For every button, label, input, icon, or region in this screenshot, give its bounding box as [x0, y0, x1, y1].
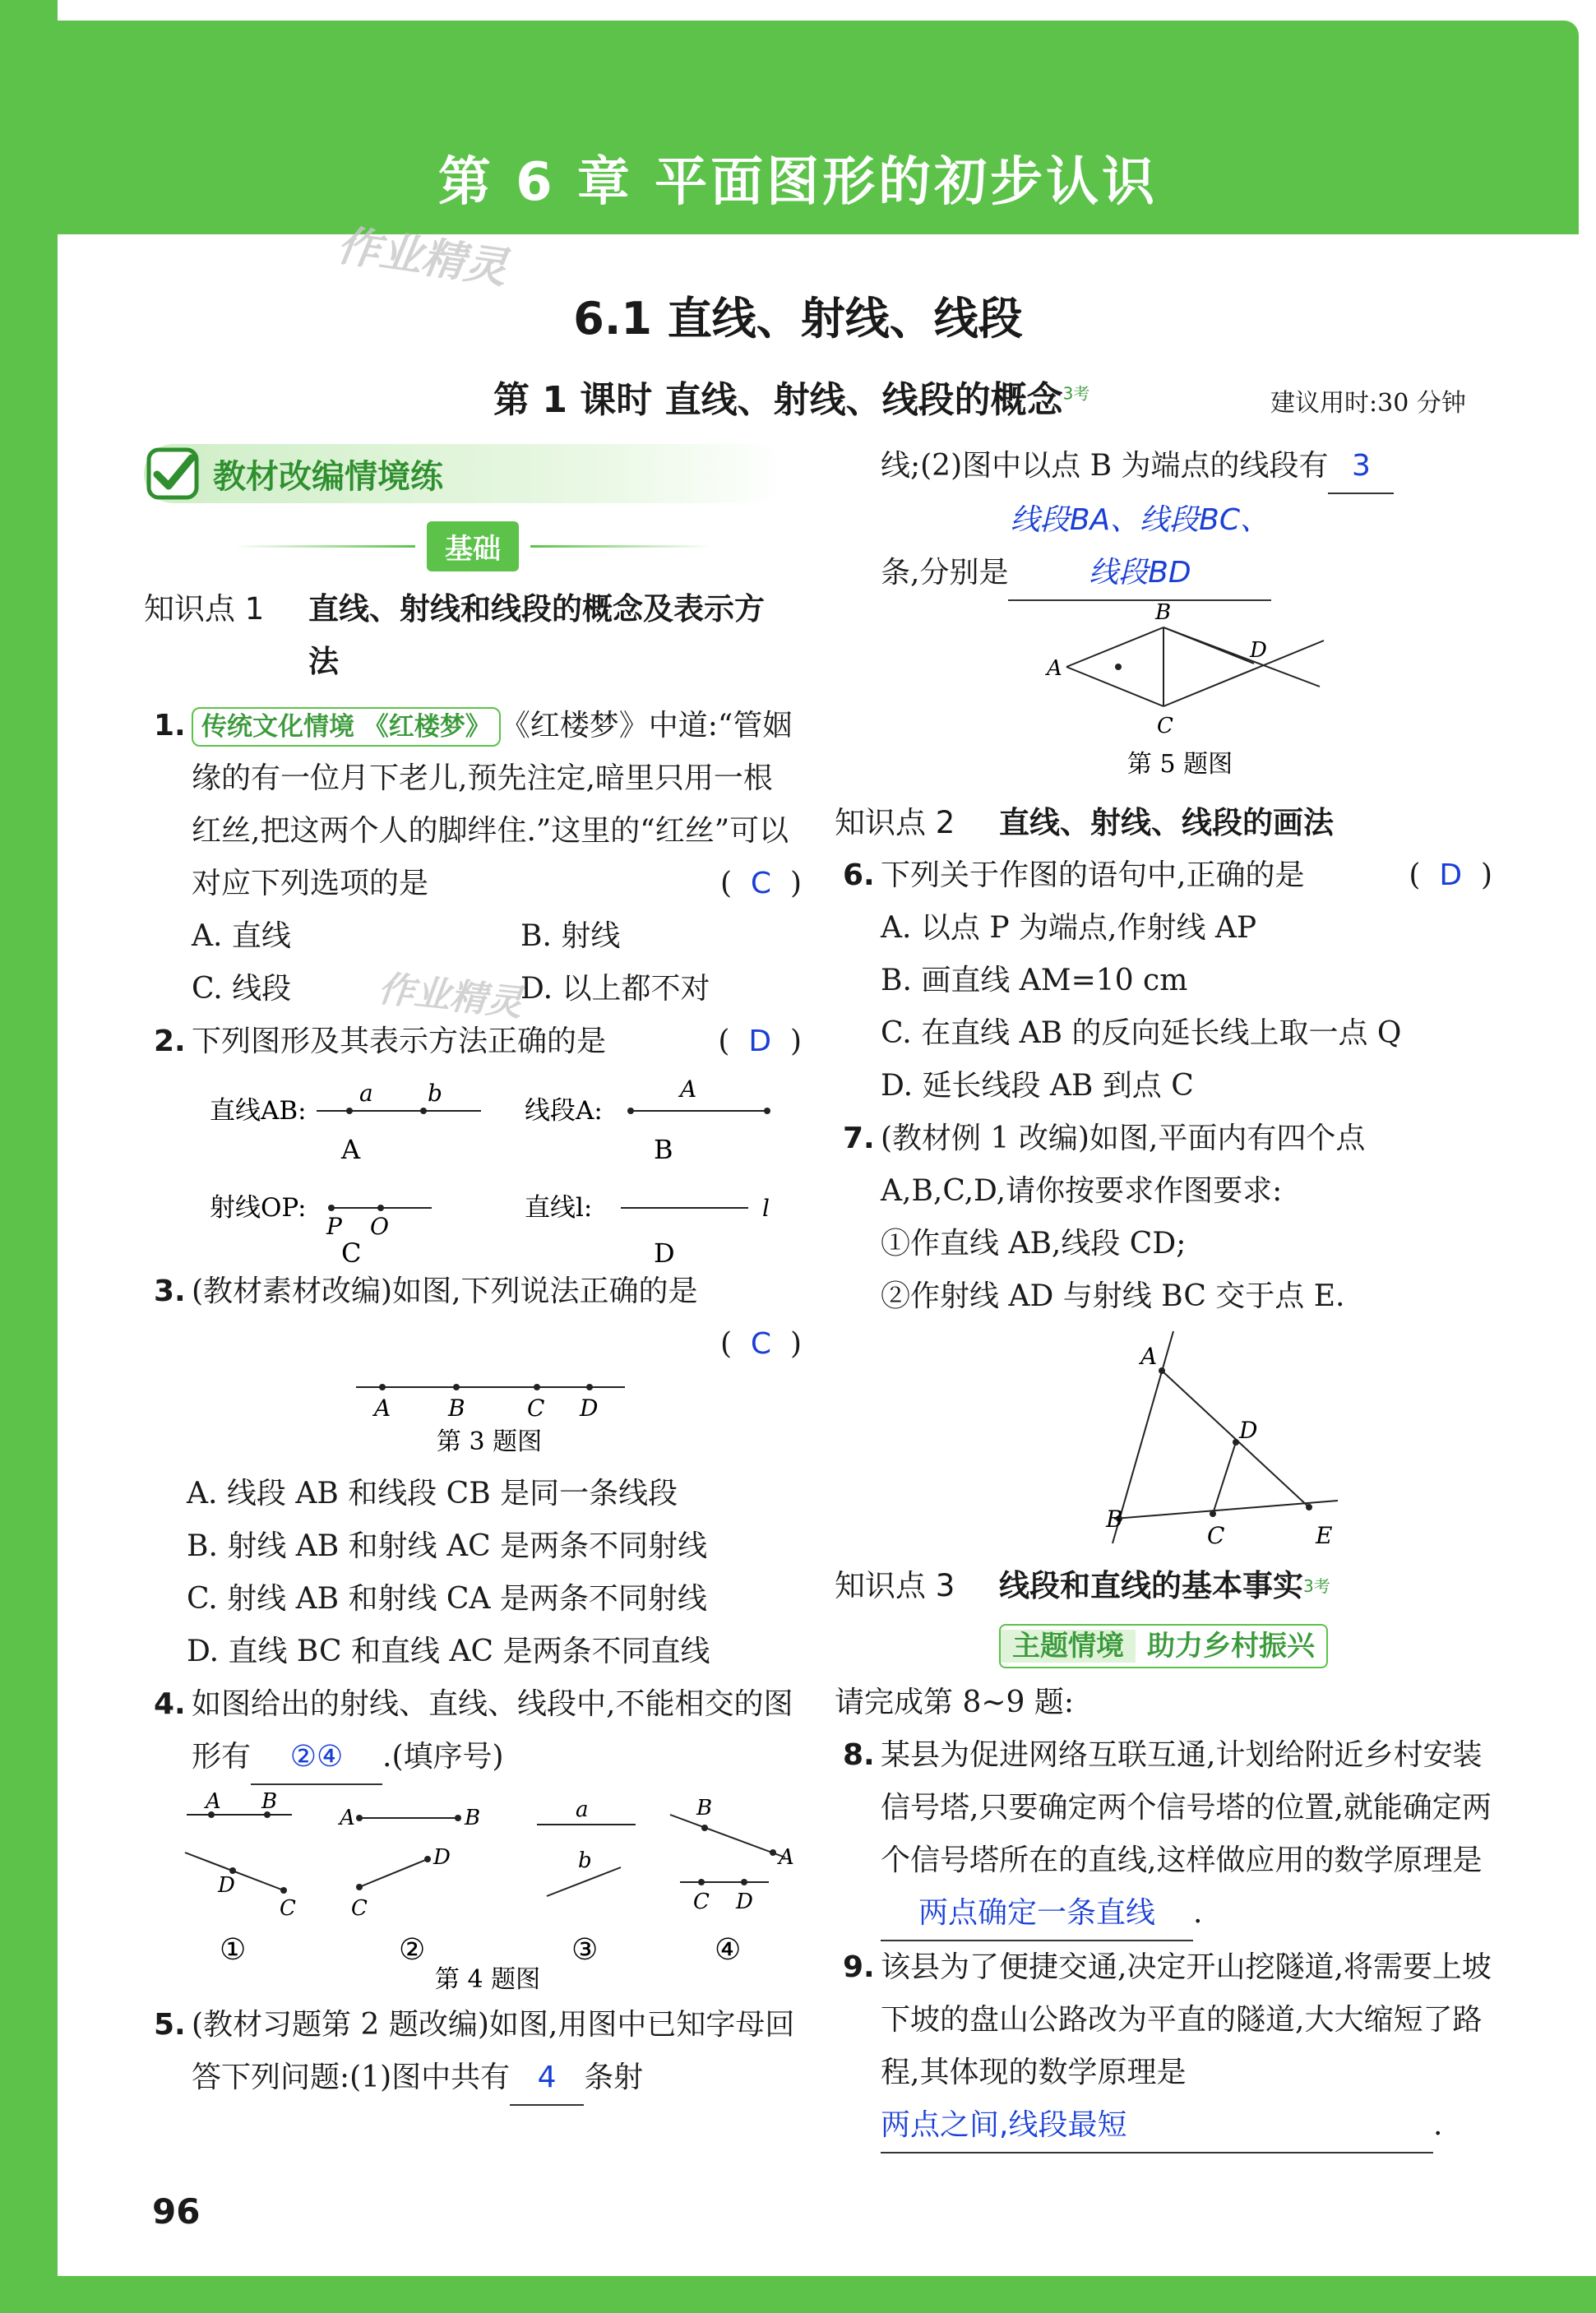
figure-caption: 第 3 题图 [436, 1427, 543, 1456]
basic-tag: 基础 [427, 521, 519, 571]
divider-line [234, 545, 415, 548]
intro-text: 请完成第 8~9 题: [835, 1686, 1074, 1719]
right-column [835, 440, 1492, 2153]
answer: C [750, 867, 772, 900]
knowledge-point-1 [144, 583, 802, 688]
svg-text:B: B [696, 1796, 713, 1820]
option: A. 以点 P 为端点,作射线 AP [881, 911, 1257, 945]
page-number: 96 [152, 2191, 201, 2232]
exam-mark: 3考 [1062, 383, 1090, 404]
kp-text: 直线、射线和线段的概念及表示方法 [308, 591, 765, 679]
question-stem: 《红楼梦》中道:“管姻缘的有一位月下老儿,预先注定,暗里只用一根红丝,把这两个人的脚绊住.”这里的“红丝”可以对应下列选项的是 [192, 709, 793, 900]
question-7 [843, 1113, 1492, 1218]
svg-text:D: D [433, 1845, 451, 1870]
q4-figure-2 [338, 1806, 480, 1967]
option: B. 射线 [520, 919, 621, 953]
question-5 [154, 1999, 802, 2106]
svg-text:A: A [779, 1845, 794, 1870]
svg-text:C: C [693, 1890, 710, 1914]
chapter-title: 第 6 章 平面图形的初步认识 [437, 152, 1159, 213]
question-stem: 某县为促进网络互联互通,计划给附近乡村安装信号塔,只要确定两个信号塔的位置,就能确定两个信号塔所在的直线,这样做应用的数学原理是 [881, 1738, 1492, 1877]
answer-paren: ( D ) [718, 1025, 802, 1058]
point-label: B [448, 1395, 465, 1422]
lesson-title-text: 第 1 课时 直线、射线、线段的概念 [493, 379, 1063, 421]
fig-label: 线段A: [525, 1096, 603, 1126]
svg-text:E: E [1316, 1522, 1333, 1549]
q2-figure-b [525, 1076, 770, 1165]
question-stem: (教材例 1 改编)如图,平面内有四个点 A,B,C,D,请你按要求作图要求: [881, 1122, 1366, 1208]
point-label: A [374, 1395, 391, 1422]
q3-answer-row [192, 1318, 802, 1371]
svg-text:C: C [351, 1896, 368, 1921]
q7-requirement-2: ②作射线 AD 与射线 BC 交于点 E. [881, 1279, 1345, 1313]
svg-text:A: A [1047, 656, 1062, 681]
svg-text:D: D [736, 1890, 753, 1914]
figure-caption: 第 4 题图 [434, 1965, 541, 1991]
lesson-title [493, 370, 1089, 423]
q2-figures [144, 1068, 802, 1265]
q2-figure-a [210, 1080, 481, 1165]
tag-text: 《红楼梦》 [363, 712, 491, 742]
watermark: 作业精灵 [376, 967, 525, 1025]
theme-row [835, 1624, 1492, 1668]
answer-blank: 两点之间,线段最短 [881, 2099, 1433, 2153]
question-text: 条,分别是 [881, 556, 1009, 590]
check-icon [144, 445, 201, 502]
svg-text:C: C [1207, 1522, 1225, 1549]
question-1 [154, 700, 802, 910]
option: A. 直线 [192, 919, 291, 953]
answer: C [750, 1327, 772, 1361]
answer-paren: ( D ) [1409, 858, 1492, 892]
answer-blank: 两点确定一条直线 [881, 1887, 1193, 1941]
point-label: O [370, 1213, 389, 1240]
q4-figures [144, 1785, 802, 1991]
point-label: P [326, 1213, 342, 1240]
question-6 [843, 849, 1492, 902]
answer-blank: ②④ [251, 1731, 382, 1785]
point-label: D [580, 1395, 599, 1422]
svg-text:b: b [578, 1848, 592, 1873]
svg-text:B: B [465, 1806, 481, 1830]
exam-mark: 3考 [1303, 1576, 1330, 1596]
point-label: l [762, 1195, 770, 1222]
context-tag [192, 707, 501, 747]
question-stem: 下列关于作图的语句中,正确的是 [881, 858, 1305, 892]
figure-number: ④ [715, 1933, 742, 1967]
kp-label: 知识点 2 [835, 805, 955, 840]
divider-line [530, 545, 711, 548]
answer-blank: 3 [1328, 440, 1394, 494]
option-letter: B [654, 1134, 673, 1165]
answer: D [1439, 858, 1463, 892]
option: D. 延长线段 AB 到点 C [881, 1069, 1194, 1103]
svg-text:D: D [1250, 638, 1267, 663]
answer-paren: ( C ) [719, 1327, 802, 1361]
question-2 [154, 1015, 802, 1068]
theme-tag [999, 1624, 1328, 1668]
option: B. 射线 AB 和射线 AC 是两条不同射线 [187, 1529, 708, 1563]
option: D. 以上都不对 [520, 972, 710, 1006]
question-suffix: .(填序号) [382, 1740, 504, 1774]
answer: D [748, 1025, 772, 1058]
question-number: 5. [154, 2008, 186, 2042]
fig-label: 直线AB: [210, 1096, 307, 1126]
question-number: 7. [843, 1122, 875, 1155]
figure-number: ① [220, 1933, 247, 1967]
theme-tag-2: 助力乡村振兴 [1147, 1630, 1315, 1663]
svg-text:D: D [218, 1873, 235, 1898]
question-number: 8. [843, 1738, 875, 1772]
question-number: 1. [154, 709, 186, 742]
q2-figure-d [525, 1193, 770, 1265]
time-hint: 建议用时:30 分钟 [1270, 389, 1466, 418]
q4-figure-3 [537, 1797, 636, 1967]
svg-text:B: B [1106, 1506, 1123, 1533]
svg-text:a: a [576, 1797, 589, 1822]
question-number: 2. [154, 1025, 186, 1058]
question-number: 4. [154, 1687, 186, 1721]
question-4 [154, 1678, 802, 1785]
figure-caption: 第 5 题图 [1126, 750, 1233, 779]
kp-label: 知识点 3 [835, 1568, 955, 1603]
option-letter: C [341, 1237, 362, 1265]
question-stem: 下列图形及其表示方法正确的是 [192, 1025, 607, 1058]
question-suffix: 条射 [584, 2061, 644, 2094]
answer-blank: 线段BA、线段BC、线段BD [1008, 494, 1271, 601]
kp-label: 知识点 1 [144, 591, 265, 627]
knowledge-point-3 [835, 1560, 1492, 1612]
question-number: 3. [154, 1274, 186, 1308]
question-9: 9. 该县为了便捷交通,决定开山挖隧道,将需要上坡下坡的盘山公路改为平直的隧道,大大缩短了路程,其体现的数学原理是两点之间,线段最短 . [881, 1941, 1492, 2153]
pill-title: 教材改编情境练 [213, 457, 443, 496]
knowledge-point-2 [835, 797, 1492, 849]
question-text: 线;(2)图中以点 B 为端点的线段有 [881, 449, 1329, 483]
q7-figure [835, 1323, 1492, 1553]
option: A. 线段 AB 和线段 CB 是同一条线段 [187, 1477, 678, 1510]
answer-blank: 4 [510, 2052, 584, 2106]
question-stem: (教材素材改编)如图,下列说法正确的是 [192, 1274, 698, 1308]
kp-text: 直线、射线、线段的画法 [999, 805, 1334, 840]
question-stem: (教材习题第 2 题改编)如图,用图中已知字母回答下列问题:(1)图中共有 [192, 2008, 795, 2094]
option-letter: D [654, 1237, 675, 1265]
section-title: 6.1 直线、射线、线段 [573, 293, 1023, 345]
option: B. 画直线 AM=10 cm [881, 964, 1188, 997]
kp-text: 线段和直线的基本事实 [999, 1568, 1303, 1603]
q5-figure [835, 601, 1492, 790]
tag-text: 传统文化情境 [201, 712, 354, 742]
options-q3 [187, 1468, 802, 1678]
option: C. 射线 AB 和射线 CA 是两条不同射线 [187, 1582, 707, 1616]
point-label: a [359, 1080, 373, 1107]
svg-text:A: A [340, 1806, 355, 1830]
svg-text:B: B [1155, 601, 1172, 625]
question-8: 8. 某县为促进网络互联互通,计划给附近乡村安装信号塔,只要确定两个信号塔的位置,就能确定两个信号塔所在的直线,这样做应用的数学原理是两点确定一条直线 . [881, 1729, 1492, 1941]
q2-figure-c [210, 1193, 432, 1265]
question-number: 9. [843, 1950, 875, 1984]
option: C. 在直线 AB 的反向延长线上取一点 Q [881, 1016, 1402, 1050]
figure-number: ③ [571, 1933, 599, 1967]
svg-text:C: C [1157, 714, 1173, 738]
svg-text:A: A [1140, 1343, 1158, 1370]
svg-text:C: C [280, 1896, 296, 1921]
section-pill [144, 444, 785, 503]
question-number: 6. [843, 858, 875, 892]
question-5-continued [881, 440, 1492, 601]
figure-number: ② [399, 1933, 426, 1967]
q4-figure-4 [670, 1796, 794, 1967]
fig-label: 直线l: [525, 1193, 593, 1223]
question-stem: 如图给出的射线、直线、线段中,不能相交的图形有 [192, 1687, 793, 1774]
question-3 [154, 1265, 802, 1318]
option: D. 直线 BC 和直线 AC 是两条不同直线 [187, 1635, 710, 1668]
left-column [144, 444, 802, 2106]
fig-label: 射线OP: [210, 1193, 307, 1223]
question-stem: 该县为了便捷交通,决定开山挖隧道,将需要上坡下坡的盘山公路改为平直的隧道,大大缩短了路程,其体现的数学原理是 [881, 1950, 1492, 2089]
svg-text:A: A [206, 1789, 221, 1814]
point-label: b [428, 1080, 442, 1107]
watermark: 作业精灵 [334, 220, 511, 294]
svg-text:D: D [1239, 1417, 1258, 1444]
basic-divider [144, 521, 802, 571]
options-q1 [192, 910, 802, 1015]
option: C. 线段 [192, 972, 292, 1006]
q7-requirement-1: ①作直线 AB,线段 CD; [881, 1227, 1187, 1261]
options-q6 [881, 902, 1492, 1113]
q3-figure [144, 1371, 802, 1461]
q4-figure-1 [185, 1789, 296, 1967]
theme-tag-1: 主题情境 [1001, 1630, 1136, 1663]
point-label: A [680, 1076, 697, 1103]
option-letter: A [341, 1134, 361, 1165]
svg-text:B: B [261, 1789, 278, 1814]
point-label: C [527, 1395, 545, 1422]
answer-paren: ( C ) [719, 867, 802, 900]
